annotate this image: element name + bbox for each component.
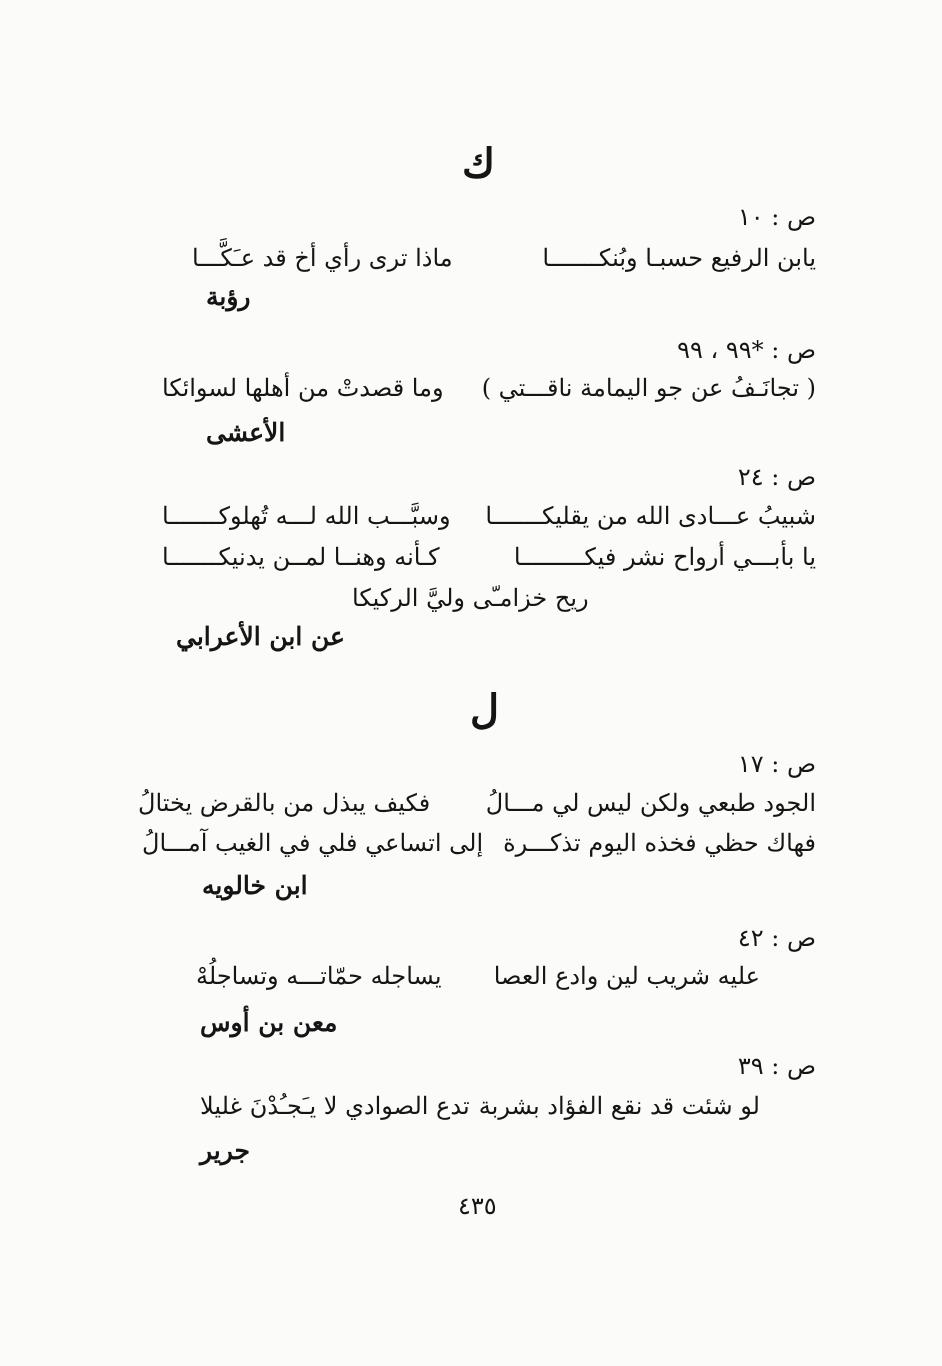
poet-name: جرير [200,1136,250,1165]
poet-name: رؤبة [206,282,251,311]
poet-name: عن ابن الأعرابي [176,622,345,651]
verse-left-hemistich: يساجله حمّاتـــه وتساجلُهْ [196,962,442,990]
section-letter-lam: ل [470,686,500,733]
verse-left-hemistich: وما قصدتْ من أهلها لسوائكا [162,374,444,402]
verse-single-line: ريح خزامـّى وليَّ الركيكا [352,584,589,612]
page-reference: ص : ١٧ [737,750,816,778]
verse-left-hemistich: إلى اتساعي فلي في الغيب آمـــالُ [142,829,484,857]
poet-name: معن بن أوس [200,1008,338,1037]
verse-right-hemistich: يا بأبـــي أرواح نشر فيكـــــــــا [513,543,816,571]
section-letter-kaf: ك [462,140,495,187]
verse-right-hemistich: الجود طبعي ولكن ليس لي مـــالُ [485,789,816,817]
poet-name: ابن خالويه [202,871,308,900]
page-number: ٤٣٥ [458,1192,497,1220]
verse-right-hemistich: عليه شريب لين وادع العصا [493,962,760,990]
page-reference: ص : ١٠ [737,203,816,231]
poet-name: الأعشى [206,418,286,447]
verse-left-hemistich: ماذا ترى رأي أخ قد عـَكَّـــا [192,244,453,272]
verse-left-hemistich: فكيف يبذل من بالقرض يختالُ [138,789,431,817]
page-reference: ص : ٣٩ [737,1052,816,1080]
verse-right-hemistich: ( تجانَـفُ عن جو اليمامة ناقـــتي ) [481,374,816,402]
verse-left-hemistich: تدع الصوادي لا يـَجـُدْنَ غليلا [200,1092,470,1120]
page-reference: ص : ٢٤ [737,463,816,491]
verse-right-hemistich: يابن الرفيع حسبـا وبُنكـــــــا [542,244,816,272]
page-reference: ص : *٩٩ ، ٩٩ [677,336,816,364]
verse-right-hemistich: لو شئت قد نقع الفؤاد بشربة [478,1092,760,1120]
verse-left-hemistich: كـأنه وهنــا لمــن يدنيكـــــــا [162,543,440,571]
verse-right-hemistich: فهاك حظي فخذه اليوم تذكـــرة [503,829,816,857]
verse-left-hemistich: وسبَّـــب الله لـــه تُهلوكـــــــا [162,502,451,530]
page-reference: ص : ٤٢ [737,924,816,952]
verse-right-hemistich: شبيبُ عـــادى الله من يقليكـــــــا [485,502,816,530]
